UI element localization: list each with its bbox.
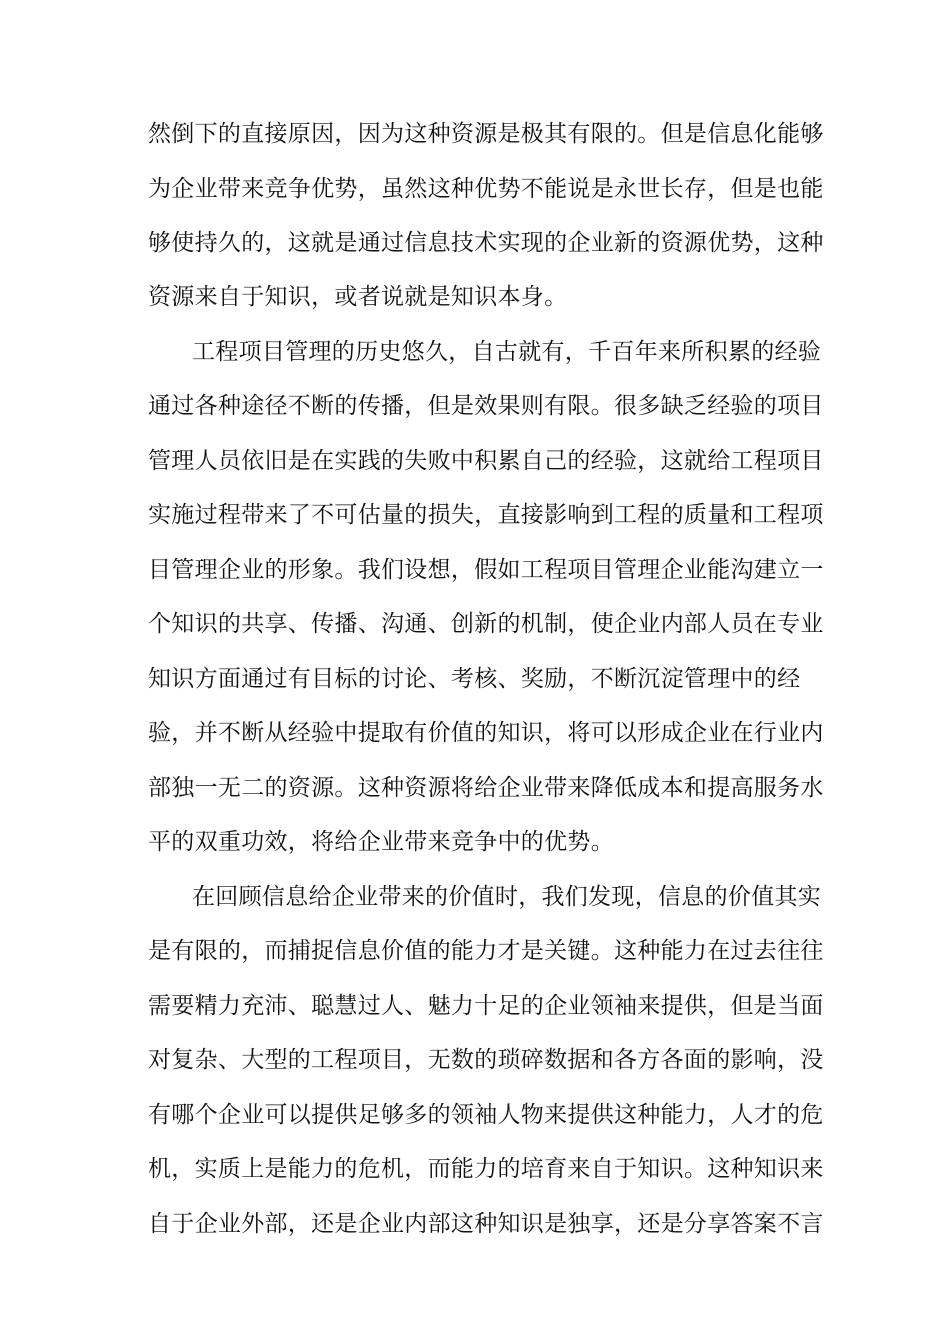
paragraph-3-line-5: 有哪个企业可以提供足够多的领袖人物来提供这种能力，人才的危 (148, 1102, 824, 1128)
paragraph-2-line-1: 工程项目管理的历史悠久，自古就有，千百年来所积累的经验 (192, 339, 822, 365)
paragraph-1-line-1: 然倒下的直接原因，因为这种资源是极其有限的。但是信息化能够 (148, 121, 824, 147)
paragraph-1-line-3: 够使持久的，这就是通过信息技术实现的企业新的资源优势，这种 (148, 230, 824, 256)
paragraph-2-line-9: 部独一无二的资源。这种资源将给企业带来降低成本和提高服务水 (148, 775, 824, 801)
paragraph-3-line-1: 在回顾信息给企业带来的价值时，我们发现，信息的价值其实 (192, 884, 822, 910)
paragraph-3-line-6: 机，实质上是能力的危机，而能力的培育来自于知识。这种知识来 (148, 1156, 824, 1182)
paragraph-2-line-3: 管理人员依旧是在实践的失败中积累自己的经验，这就给工程项目 (148, 448, 824, 474)
paragraph-1-line-2: 为企业带来竞争优势，虽然这种优势不能说是永世长存，但是也能 (148, 176, 824, 202)
paragraph-1-line-4: 资源来自于知识，或者说就是知识本身。 (148, 284, 568, 310)
paragraph-2-line-4: 实施过程带来了不可估量的损失，直接影响到工程的质量和工程项 (148, 502, 824, 528)
paragraph-2-line-5: 目管理企业的形象。我们设想，假如工程项目管理企业能沟建立一 (148, 557, 824, 583)
paragraph-3-line-3: 需要精力充沛、聪慧过人、魅力十足的企业领袖来提供，但是当面 (148, 993, 824, 1019)
paragraph-3-line-4: 对复杂、大型的工程项目，无数的琐碎数据和各方各面的影响，没 (148, 1047, 824, 1073)
paragraph-2-line-7: 知识方面通过有目标的讨论、考核、奖励，不断沉淀管理中的经 (148, 666, 801, 692)
paragraph-2-line-8: 验，并不断从经验中提取有价值的知识，将可以形成企业在行业内 (148, 720, 824, 746)
paragraph-2-line-6: 个知识的共享、传播、沟通、创新的机制，使企业内部人员在专业 (148, 611, 824, 637)
paragraph-2-line-2: 通过各种途径不断的传播，但是效果则有限。很多缺乏经验的项目 (148, 393, 824, 419)
paragraph-2-line-10: 平的双重功效，将给企业带来竞争中的优势。 (148, 829, 614, 855)
paragraph-3-line-7: 自于企业外部，还是企业内部这种知识是独享，还是分享答案不言 (148, 1211, 824, 1237)
paragraph-3-line-2: 是有限的，而捕捉信息价值的能力才是关键。这种能力在过去往往 (148, 938, 824, 964)
